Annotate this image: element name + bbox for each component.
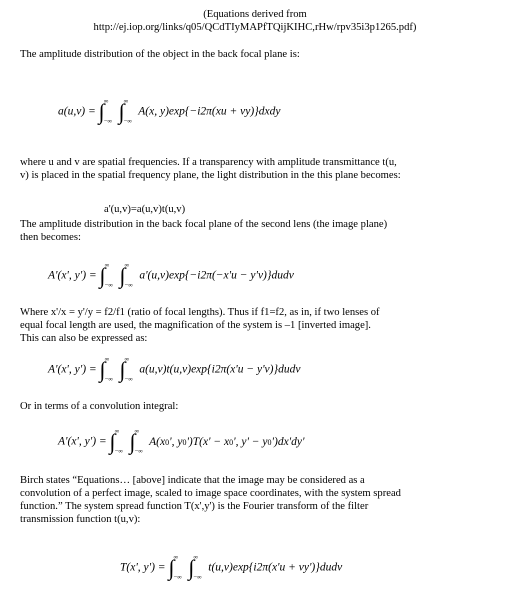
eq3-lhs: A'(x', y') = <box>48 363 97 376</box>
eq1-lhs: a(u,v) = <box>58 105 96 118</box>
integral-sign: ∫ <box>118 98 124 124</box>
eq1-body: A(x, y)exp{−i2π(xu + vy)}dxdy <box>138 105 281 118</box>
eq5-body: t(u,v)exp{i2π(x'u + vy')}dudv <box>208 561 343 574</box>
integral-sign: ∫ <box>119 356 125 382</box>
source-line-1: (Equations derived from <box>203 9 307 20</box>
paragraph-6: Birch states “Equations… [above] indicate that the image may be considered as a convolution of a perfect image, scaled to image space coordinates, with the system spread function.” The system spread function T(x',y') is the Fourier transform of the filter transmission function t(u,v): <box>20 475 401 525</box>
integral-sign: ∫ <box>99 356 105 382</box>
equation-2 <box>48 264 294 288</box>
integral-limits: ∞ −∞ <box>124 356 133 383</box>
transmittance-equation: a'(u,v)=a(u,v)t(u,v) <box>104 204 186 215</box>
equation-1 <box>58 100 280 124</box>
integral-limits: ∞ −∞ <box>193 554 202 581</box>
integral-limits: ∞ −∞ <box>104 262 113 289</box>
integral-limits: ∞ −∞ <box>134 428 143 455</box>
eq5-lhs: T(x', y') = <box>120 561 166 574</box>
paragraph-1: The amplitude distribution of the object in the back focal plane is: <box>20 49 300 60</box>
paragraph-4: Where x'/x = y'/y = f2/f1 (ratio of focal lengths). Thus if f1=f2, as in, if two lenses of equal focal length are used, the magnification of the system is –1 [inverted image]. This can also be expressed as: <box>20 307 380 344</box>
integral-limits: ∞ −∞ <box>103 98 112 125</box>
source-citation <box>20 8 490 34</box>
integral-limits: ∞ −∞ <box>124 262 133 289</box>
eq3-body: a(u,v)t(u,v)exp{i2π(x'u − y'v)}dudv <box>139 363 301 376</box>
integral-sign: ∫ <box>119 262 125 288</box>
source-url[interactable]: http://ej.iop.org/links/q05/QCdTIyMAPfTQijKIHC,rHw/rpv35i3p1265.pdf) <box>93 22 417 33</box>
eq2-body: a'(u,v)exp{−i2π(−x'u − y'v)}dudv <box>139 269 294 282</box>
equation-3 <box>48 358 300 382</box>
integral-sign: ∫ <box>98 98 104 124</box>
paragraph-5: Or in terms of a convolution integral: <box>20 401 179 412</box>
equation-4 <box>58 430 304 454</box>
integral-sign: ∫ <box>99 262 105 288</box>
equation-5 <box>120 556 342 580</box>
integral-limits: ∞ −∞ <box>104 356 113 383</box>
paragraph-2: where u and v are spatial frequencies. If a transparency with amplitude transmittance t(u, v) is placed in the spatial frequency plane, the light distribution in the this plane becomes: <box>20 157 401 181</box>
integral-limits: ∞ −∞ <box>114 428 123 455</box>
paragraph-3: The amplitude distribution in the back focal plane of the second lens (the image plane) then becomes: <box>20 219 388 243</box>
eq2-lhs: A'(x', y') = <box>48 269 97 282</box>
integral-sign: ∫ <box>109 428 115 454</box>
integral-sign: ∫ <box>188 554 194 580</box>
integral-limits: ∞ −∞ <box>173 554 182 581</box>
integral-sign: ∫ <box>168 554 174 580</box>
eq4-body: A(x0', y0')T(x' − x0', y' − y0')dx'dy' <box>149 435 305 448</box>
integral-limits: ∞ −∞ <box>123 98 132 125</box>
eq4-lhs: A'(x', y') = <box>58 435 107 448</box>
integral-sign: ∫ <box>129 428 135 454</box>
